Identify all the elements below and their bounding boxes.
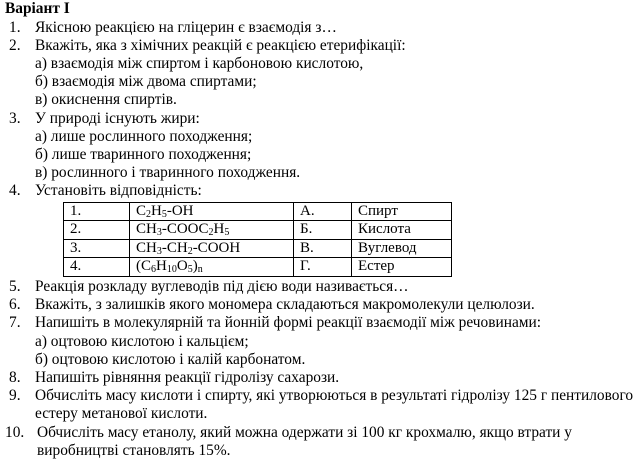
question-4: [5, 182, 641, 200]
question-text: Вкажіть, яка з хімічних реакцій є реакцією етерифікації:: [35, 36, 406, 54]
question-number: 1.: [9, 18, 21, 36]
row-number: 2.: [64, 221, 130, 240]
table-row: [64, 221, 452, 240]
answer-text: Спирт: [352, 202, 452, 221]
option: в) рослинного і тваринного походження.: [35, 164, 301, 182]
option: а) лише рослинного походження;: [35, 127, 253, 145]
answer-letter: В.: [294, 239, 352, 258]
question-5: [5, 278, 641, 296]
matching-table: [63, 202, 452, 277]
formula-cell: $(C_6H_{10}O_5)_n$: [130, 258, 294, 277]
formula-cell: $CH_3-CH_2$-COOH: [130, 239, 294, 258]
question-1: [5, 19, 641, 37]
answer-letter: Г.: [294, 258, 352, 277]
answer-text: Вуглевод: [352, 239, 452, 258]
option: б) взаємодія між двома спиртами;: [35, 73, 257, 91]
question-number: 6.: [9, 296, 21, 314]
question-number: 2.: [9, 36, 21, 54]
option: в) окиснення спиртів.: [35, 91, 177, 109]
question-10: [5, 424, 641, 460]
option: б) лише тваринного походження;: [35, 145, 252, 163]
question-8: [5, 369, 641, 387]
question-text: Обчисліть масу етанолу, який можна одержати зі 100 кг крохмалю, якщо втрати у виробництві становлять 15%.: [37, 423, 572, 459]
answer-text: Естер: [352, 258, 452, 277]
question-text: Установіть відповідність:: [35, 182, 202, 200]
option: а) оцтовою кислотою і кальцієм;: [35, 332, 249, 350]
answer-letter: Б.: [294, 221, 352, 240]
formula-cell: $C_2H_5-OH$: [130, 202, 294, 221]
question-text: Напишіть в молекулярній та йонній формі реакції взаємодії між речовинами:: [35, 314, 542, 332]
option: б) оцтовою кислотою і калій карбонатом.: [35, 350, 306, 368]
question-7: [5, 314, 641, 332]
formula-cell: $CH_3-COOC_2H_5$: [130, 221, 294, 240]
question-text: У природі існують жири:: [35, 109, 200, 127]
question-text: Обчисліть масу кислоти і спирту, які утворюються в результаті гідролізу 125 г пентилового естеру метанової кислоти.: [35, 387, 634, 423]
question-number: 4.: [9, 182, 21, 200]
question-number: 5.: [9, 277, 21, 295]
question-number: 8.: [9, 368, 21, 386]
question-text: Якісною реакцією на гліцерин є взаємодія з…: [35, 18, 337, 36]
question-3: [5, 110, 641, 128]
question-text: Реакція розкладу вуглеводів під дією води називається…: [35, 277, 409, 295]
question-number: 3.: [9, 109, 21, 127]
document: [5, 0, 641, 460]
row-number: 4.: [64, 258, 130, 277]
question-number: 9.: [9, 387, 21, 405]
question-number: 10.: [5, 423, 25, 441]
table-row: [64, 258, 452, 277]
question-number: 7.: [9, 314, 21, 332]
table-row: [64, 202, 452, 221]
question-9: [5, 387, 641, 423]
row-number: 1.: [64, 202, 130, 221]
option: а) взаємодія між спиртом і карбоновою кислотою,: [35, 54, 364, 72]
variant-title: Варіант І: [5, 0, 70, 17]
table-row: [64, 239, 452, 258]
question-text: Вкажіть, з залишків якого мономера складаються макромолекули целюлози.: [35, 296, 535, 314]
answer-letter: А.: [294, 202, 352, 221]
question-text: Напишіть рівняння реакції гідролізу сахарози.: [35, 368, 340, 386]
question-6: [5, 296, 641, 314]
answer-text: Кислота: [352, 221, 452, 240]
row-number: 3.: [64, 239, 130, 258]
question-2: [5, 37, 641, 55]
